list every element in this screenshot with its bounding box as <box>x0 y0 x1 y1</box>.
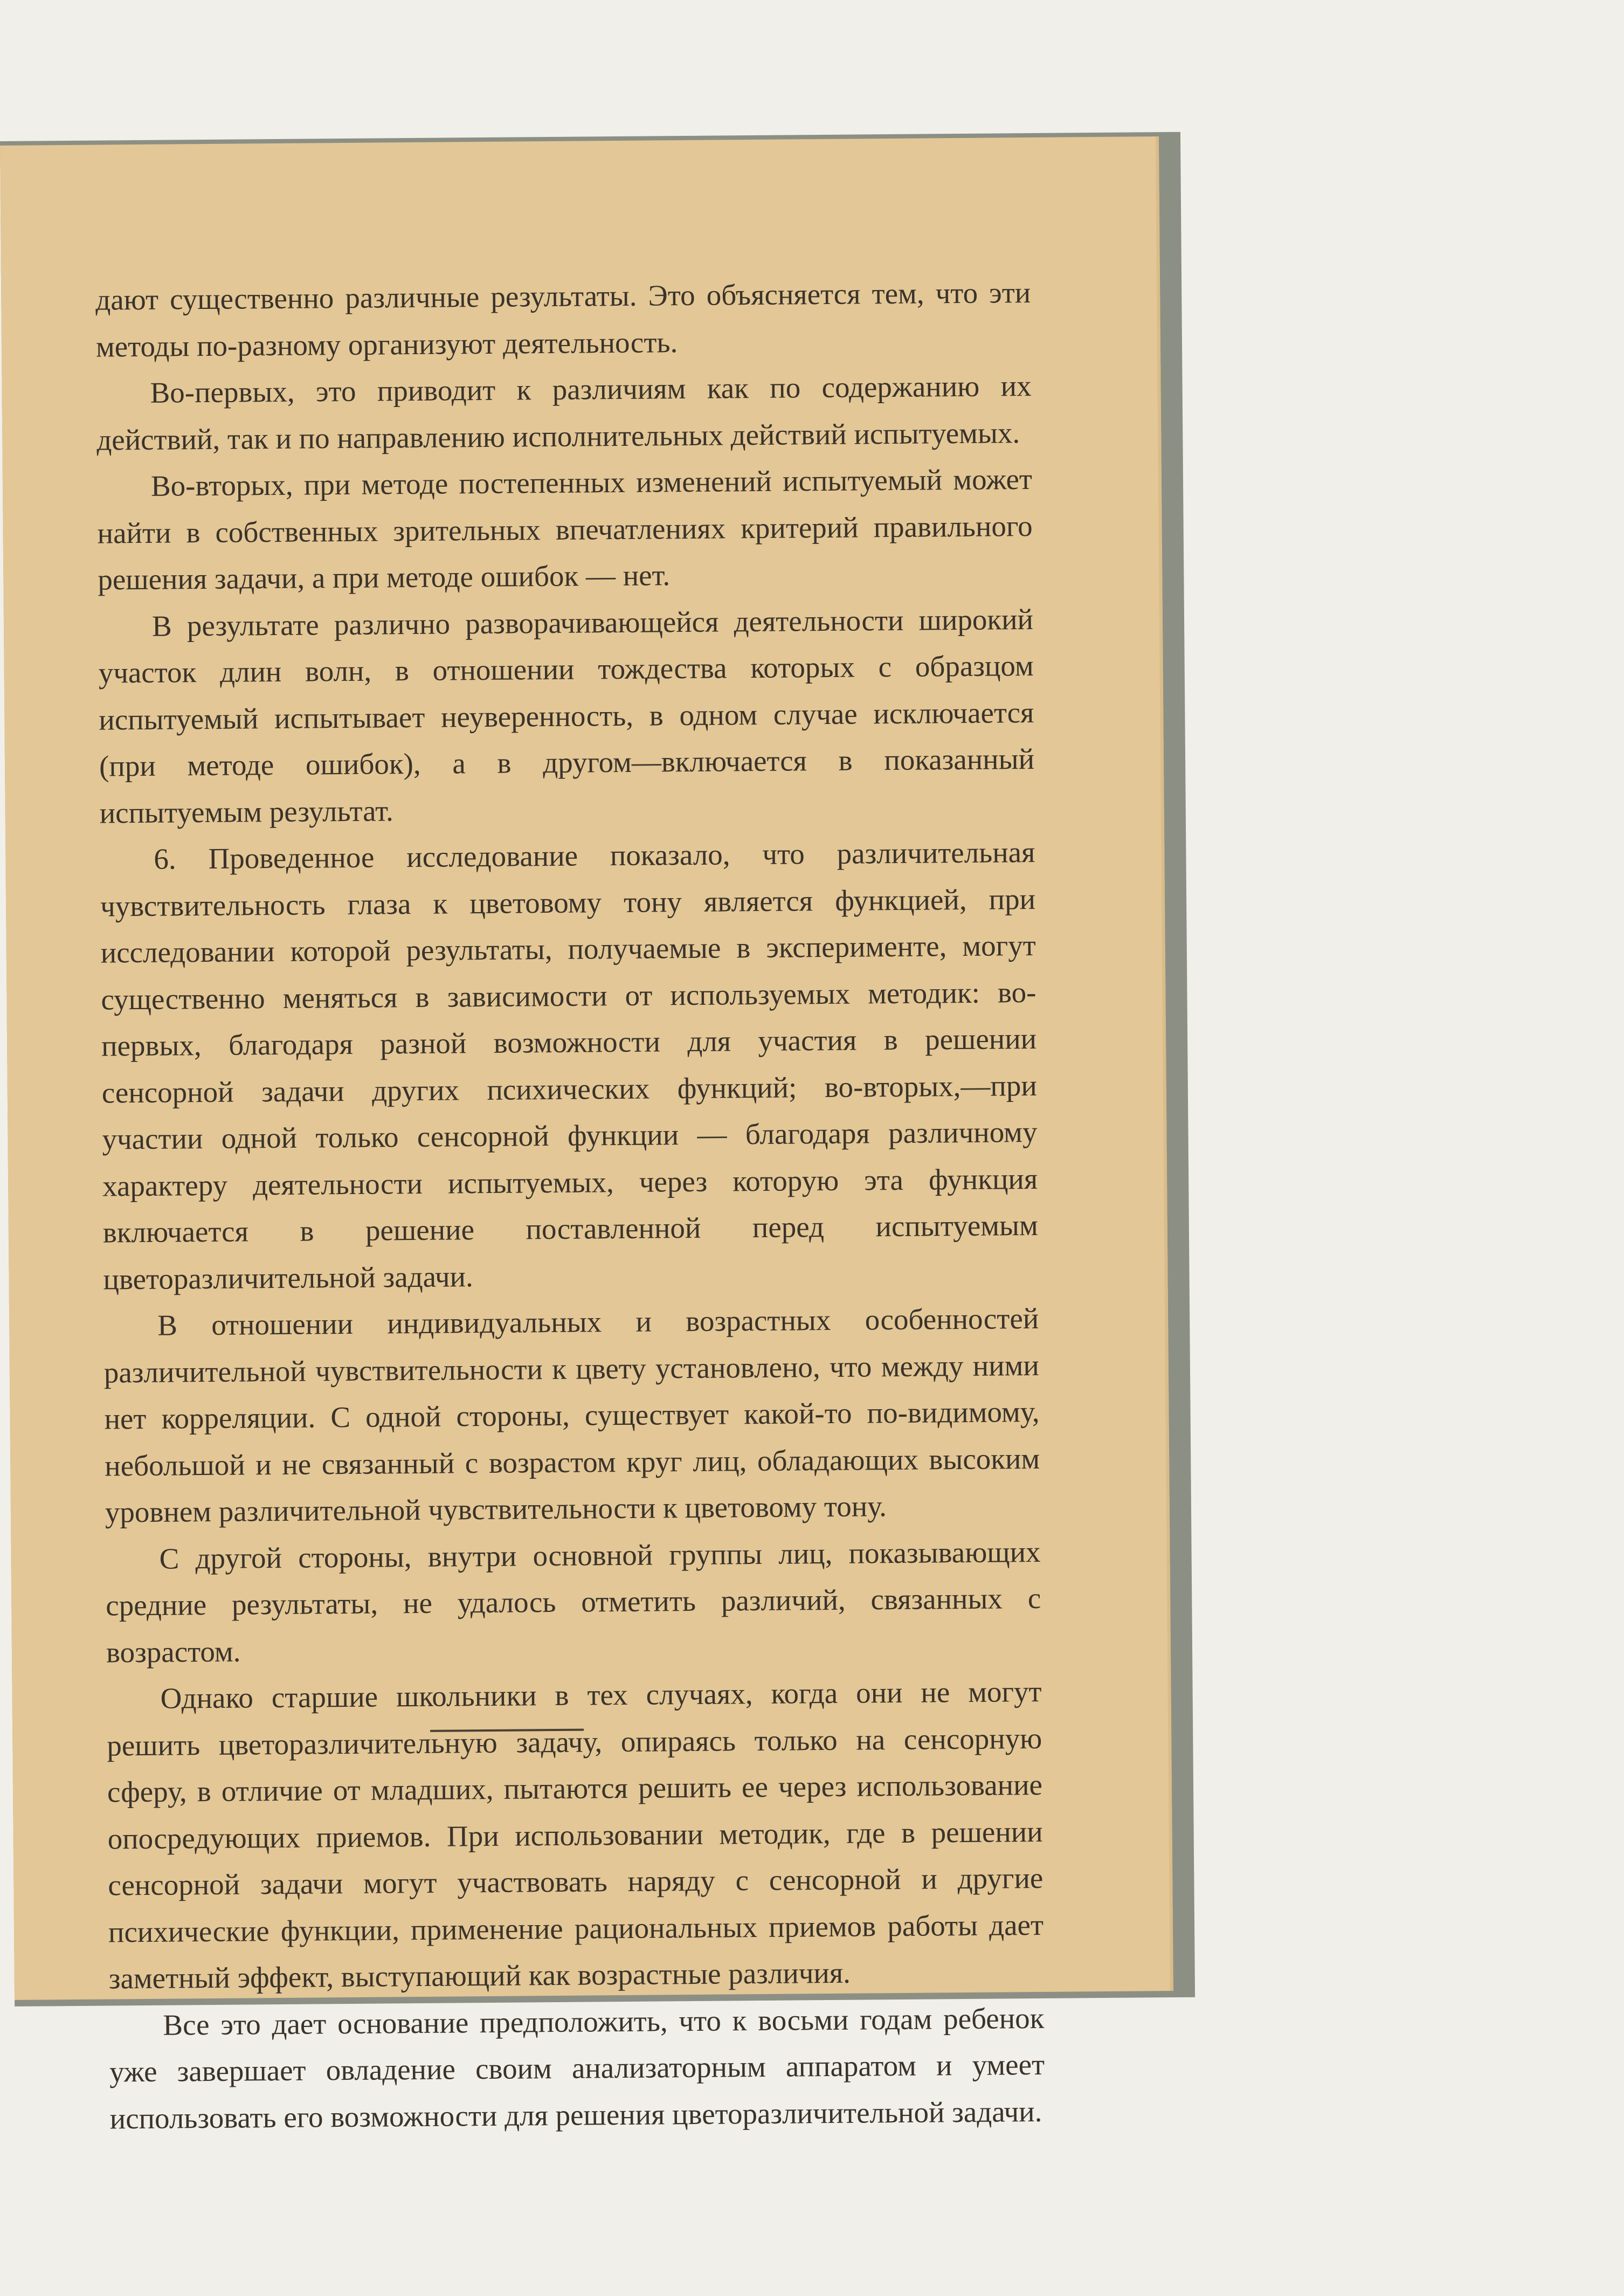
paragraph-5: 6. Проведенное исследование показало, что различительная чувствительность глаза к цветовому тону является функцией, при исследовании которой результаты, получаемые в эксперименте, могут существенно меняться в зависимости от используемых методик: во-первых, благодаря разной возможности для участия в решении сенсорной задачи других психических функций; во-вторых,—при участии одной только сенсорной функции — благодаря различному характеру деятельности испытуемых, через которую эта функция включается в решение поставленной перед испытуемым цветоразличительной задачи. <box>100 835 1039 1296</box>
paragraph-2: Во-первых, это приводит к различиям как по содержанию их действий, так и по направлению исполнительных действий испытуемых. <box>96 369 1032 457</box>
paragraph-8: Однако старшие школьники в тех случаях, когда они не могут решить цветоразличительную задачу, опираясь только на сенсорную сферу, в отличие от младших, пытаются решить ее через использование опосредующих приемов. При использовании методик, где в решении сенсорной задачи могут участвовать наряду с сенсорной и другие психические функции, применение рациональных приемов работы дает заметный эффект, выступающий как возрастные различия. <box>107 1674 1044 1995</box>
book-page <box>0 136 1173 2135</box>
paragraph-9: Все это дает основание предположить, что к восьми годам ребенок уже завершает овладение своим анализаторным аппаратом и умеет использовать его возможности для решения цветоразличительной задачи. <box>109 2001 1045 2135</box>
paragraph-4: В результате различно разворачивающейся деятельности широкий участок длин волн, в отношении тождества которых с образцом испытуемый испытывает неуверенность, в одном случае исключается (при методе ошибок), а в другом—включается в показанный испытуемым результат. <box>98 602 1035 830</box>
paragraph-1: дают существенно различные результаты. Это объясняется тем, что эти методы по-разному организуют деятельность. <box>95 275 1031 363</box>
paragraph-7: С другой стороны, внутри основной группы лиц, показывающих средние результаты, не удалось отметить различий, связанных с возрастом. <box>106 1535 1041 1669</box>
paragraph-3: Во-вторых, при методе постепенных изменений испытуемый может найти в собственных зрительных впечатлениях критерий правильного решения задачи, а при методе ошибок — нет. <box>97 462 1033 596</box>
page-body-text <box>95 270 1045 2142</box>
paragraph-6: В отношении индивидуальных и возрастных особенностей различительной чувствительности к цвету установлено, что между ними нет корреляции. С одной стороны, существует какой-то по-видимому, небольшой и не связанный с возрастом круг лиц, обладающих высоким уровнем различительной чувствительности к цветовому тону. <box>103 1301 1040 1529</box>
